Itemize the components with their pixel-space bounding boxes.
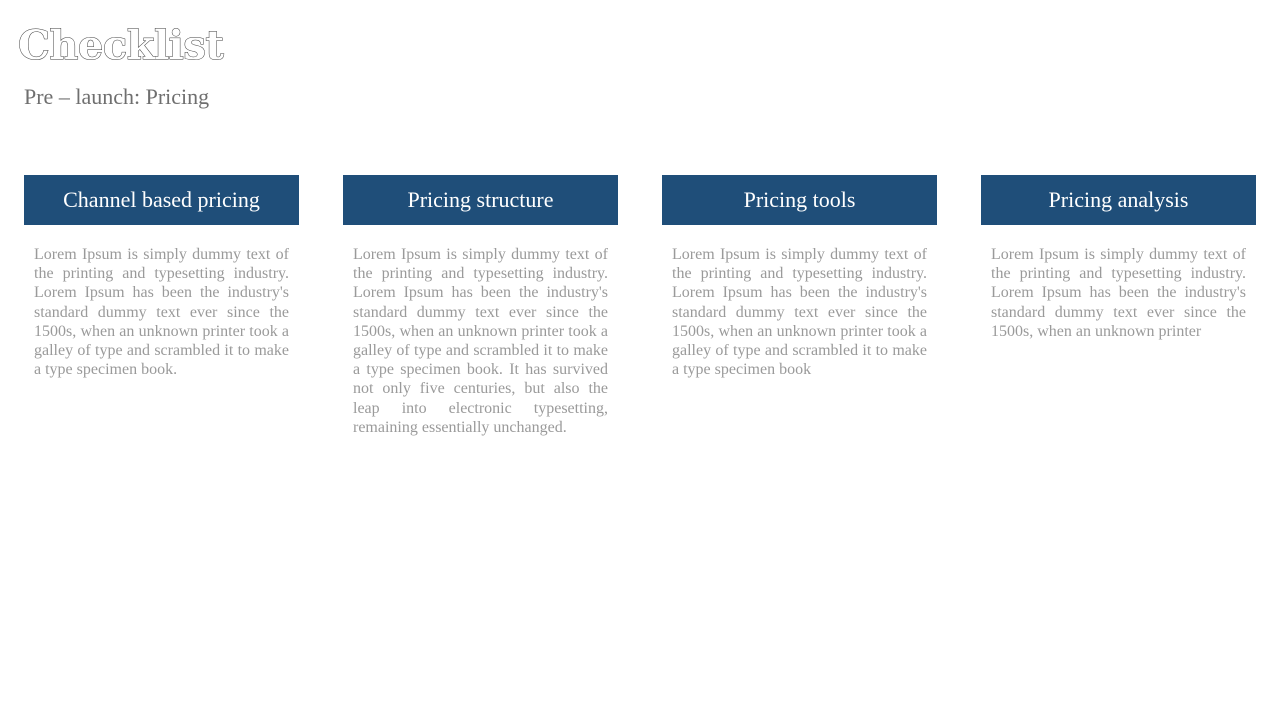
column-title: Pricing structure (407, 187, 554, 212)
column-header (343, 175, 618, 225)
column-header (662, 175, 937, 225)
page-subtitle: Pre – launch: Pricing (24, 84, 210, 109)
checklist-columns (24, 175, 1256, 437)
page-title: Checklist (18, 22, 224, 69)
column-pricing-tools (662, 175, 937, 437)
column-header (24, 175, 299, 225)
column-title: Channel based pricing (63, 187, 260, 212)
column-pricing-analysis (981, 175, 1256, 437)
column-body-text: Lorem Ipsum is simply dummy text of the printing and typesetting industry. Lorem Ipsum has been the industry's standard dummy text ever since the 1500s, when an unknown printer took a galley of type and scrambled it to make a type specimen book (672, 246, 927, 379)
column-pricing-structure (343, 175, 618, 437)
column-title: Pricing analysis (1048, 187, 1189, 212)
column-body-text: Lorem Ipsum is simply dummy text of the printing and typesetting industry. Lorem Ipsum has been the industry's standard dummy text ever since the 1500s, when an unknown printer (991, 246, 1246, 340)
column-channel-based-pricing (24, 175, 299, 437)
column-header (981, 175, 1256, 225)
column-title: Pricing tools (743, 187, 856, 212)
column-body-text: Lorem Ipsum is simply dummy text of the printing and typesetting industry. Lorem Ipsum has been the industry's standard dummy text ever since the 1500s, when an unknown printer took a galley of type and scrambled it to make a type specimen book. It has survived not only five centuries, but also the leap into electronic typesetting, remaining essentially unchanged. (353, 246, 608, 436)
column-body-text: Lorem Ipsum is simply dummy text of the printing and typesetting industry. Lorem Ipsum has been the industry's standard dummy text ever since the 1500s, when an unknown printer took a galley of type and scrambled it to make a type specimen book. (34, 246, 289, 379)
